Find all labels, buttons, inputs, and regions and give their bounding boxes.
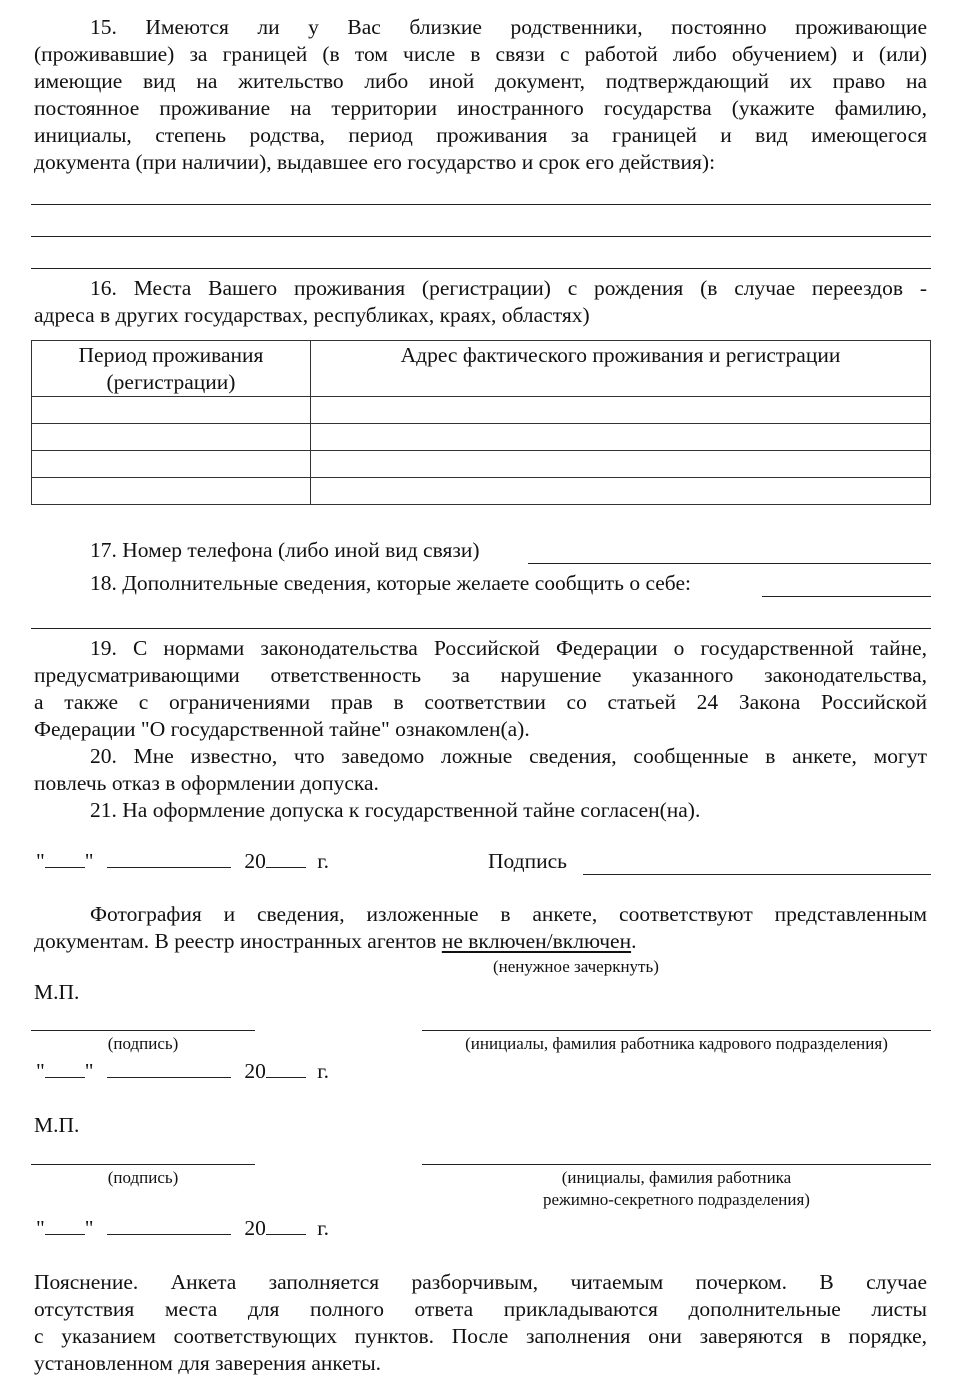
day-blank[interactable] xyxy=(45,1059,85,1078)
header-period-line1: Период проживания xyxy=(78,343,264,367)
table-row xyxy=(32,478,931,505)
quote-close: " xyxy=(84,849,94,873)
verification-suffix: . xyxy=(631,929,637,953)
cell-address[interactable] xyxy=(311,424,931,451)
item-18-label: 18. Дополнительные сведения, которые желаете сообщить о себе: xyxy=(90,571,691,595)
cell-period[interactable] xyxy=(32,451,311,478)
year-suffix: г. xyxy=(317,1216,329,1240)
cell-address[interactable] xyxy=(311,478,931,505)
month-blank[interactable] xyxy=(107,849,231,868)
verification-text xyxy=(34,901,927,955)
year-blank[interactable] xyxy=(266,1216,306,1235)
quote-open: " xyxy=(36,1216,45,1240)
month-blank[interactable] xyxy=(107,1216,231,1235)
year-blank[interactable] xyxy=(266,1059,306,1078)
month-blank[interactable] xyxy=(107,1059,231,1078)
secret-name-line[interactable] xyxy=(422,1164,931,1165)
secret-signature-caption: (подпись) xyxy=(107,1168,179,1187)
item-21-line: 21. На оформление допуска к государственной тайне согласен(на). xyxy=(90,798,701,822)
item-15-line: (проживавшие) за границей (в том числе в связи с работой либо обучением) и (или) xyxy=(34,42,927,66)
item-15-answer-line-3[interactable] xyxy=(31,268,931,269)
cell-period[interactable] xyxy=(32,424,311,451)
year-suffix: г. xyxy=(317,1059,329,1083)
secret-signature-line[interactable] xyxy=(31,1164,255,1165)
item-15-answer-line-1[interactable] xyxy=(31,204,931,205)
signature-label: Подпись xyxy=(488,849,567,873)
item-20-line: повлечь отказ в оформлении допуска. xyxy=(34,771,379,795)
header-address: Адрес фактического проживания и регистрации xyxy=(311,341,931,397)
verification-line-1: Фотография и сведения, изложенные в анкете, соответствуют представленным xyxy=(90,902,927,926)
secret-name-caption-line1: (инициалы, фамилия работника xyxy=(561,1168,792,1187)
quote-open: " xyxy=(36,1059,45,1083)
item-15-line: имеющие вид на жительство либо иной документ, подтверждающий их право на xyxy=(34,69,927,93)
header-period xyxy=(32,341,311,397)
hr-stamp-label: М.П. xyxy=(34,980,80,1004)
item-16-line: адреса в других государствах, республиках, краях, областях) xyxy=(34,303,590,327)
hr-name-caption: (инициалы, фамилия работника кадрового подразделения) xyxy=(465,1034,888,1053)
year-blank[interactable] xyxy=(266,849,306,868)
item-16-question xyxy=(34,275,927,329)
table-row xyxy=(32,397,931,424)
residence-table-header xyxy=(32,341,931,397)
cell-period[interactable] xyxy=(32,397,311,424)
verification-prefix: документам. В реестр иностранных агентов xyxy=(34,929,442,953)
item-19-statement xyxy=(34,635,927,824)
item-20-line: 20. Мне известно, что заведомо ложные сведения, сообщенные в анкете, могут xyxy=(90,744,927,768)
item-15-line: документа (при наличии), выдавшее его государство и срок его действия): xyxy=(34,150,716,174)
item-19-line: предусматривающими ответственность за нарушение указанного законодательства, xyxy=(34,663,927,687)
day-blank[interactable] xyxy=(45,1216,85,1235)
secret-stamp-label: М.П. xyxy=(34,1113,80,1137)
additional-info-line-2[interactable] xyxy=(31,628,931,629)
secret-name-caption-line2: режимно-секретного подразделения) xyxy=(543,1190,810,1209)
item-15-answer-line-2[interactable] xyxy=(31,236,931,237)
cell-period[interactable] xyxy=(32,478,311,505)
quote-open: " xyxy=(36,849,45,873)
cell-address[interactable] xyxy=(311,451,931,478)
quote-close: " xyxy=(84,1059,94,1083)
note-line: отсутствия места для полного ответа прикладываются дополнительные листы xyxy=(34,1297,927,1321)
year-prefix: 20 xyxy=(244,1216,266,1240)
item-15-line: 15. Имеются ли у Вас близкие родственники, постоянно проживающие xyxy=(90,15,927,39)
cell-address[interactable] xyxy=(311,397,931,424)
item-19-line: Федерации "О государственной тайне" ознакомлен(а). xyxy=(34,717,530,741)
item-15-line: инициалы, степень родства, период проживания за границей и вид имеющегося xyxy=(34,123,927,147)
hr-date xyxy=(36,1058,329,1085)
table-row xyxy=(32,424,931,451)
item-19-line: а также с ограничениями прав в соответствии со статьей 24 Закона Российской xyxy=(34,690,927,714)
hr-name-line[interactable] xyxy=(422,1030,931,1031)
hr-signature-caption: (подпись) xyxy=(107,1034,179,1053)
phone-input-line[interactable] xyxy=(528,563,931,564)
secret-date xyxy=(36,1215,329,1242)
year-suffix: г. xyxy=(317,849,329,873)
note-line: с указанием соответствующих пунктов. После заполнения они заверяются в порядке, xyxy=(34,1324,927,1348)
note-line: Пояснение. Анкета заполняется разборчивым, читаемым почерком. В случае xyxy=(34,1270,927,1294)
secret-name-caption xyxy=(422,1167,931,1211)
explanation-note xyxy=(34,1269,927,1377)
day-blank[interactable] xyxy=(45,849,85,868)
year-prefix: 20 xyxy=(244,849,266,873)
additional-info-input-line[interactable] xyxy=(762,596,931,597)
quote-close: " xyxy=(84,1216,94,1240)
note-line: установленном для заверения анкеты. xyxy=(34,1351,382,1375)
item-15-question xyxy=(34,14,927,176)
residence-table xyxy=(31,340,931,505)
item-19-line: 19. С нормами законодательства Российской Федерации о государственной тайне, xyxy=(90,636,927,660)
item-16-line: 16. Места Вашего проживания (регистрации) с рождения (в случае переездов - xyxy=(90,276,927,300)
strike-hint: (ненужное зачеркнуть) xyxy=(493,957,659,976)
hr-signature-line[interactable] xyxy=(31,1030,255,1031)
verification-line-2 xyxy=(34,928,927,955)
table-row xyxy=(32,451,931,478)
item-15-line: постоянное проживание на территории иностранного государства (укажите фамилию, xyxy=(34,96,927,120)
item-17-label: 17. Номер телефона (либо иной вид связи) xyxy=(90,538,480,562)
foreign-agent-status[interactable]: не включен/включен xyxy=(441,929,632,953)
applicant-date xyxy=(36,848,329,875)
header-period-line2: (регистрации) xyxy=(106,370,236,394)
signature-line[interactable] xyxy=(583,874,931,875)
year-prefix: 20 xyxy=(244,1059,266,1083)
